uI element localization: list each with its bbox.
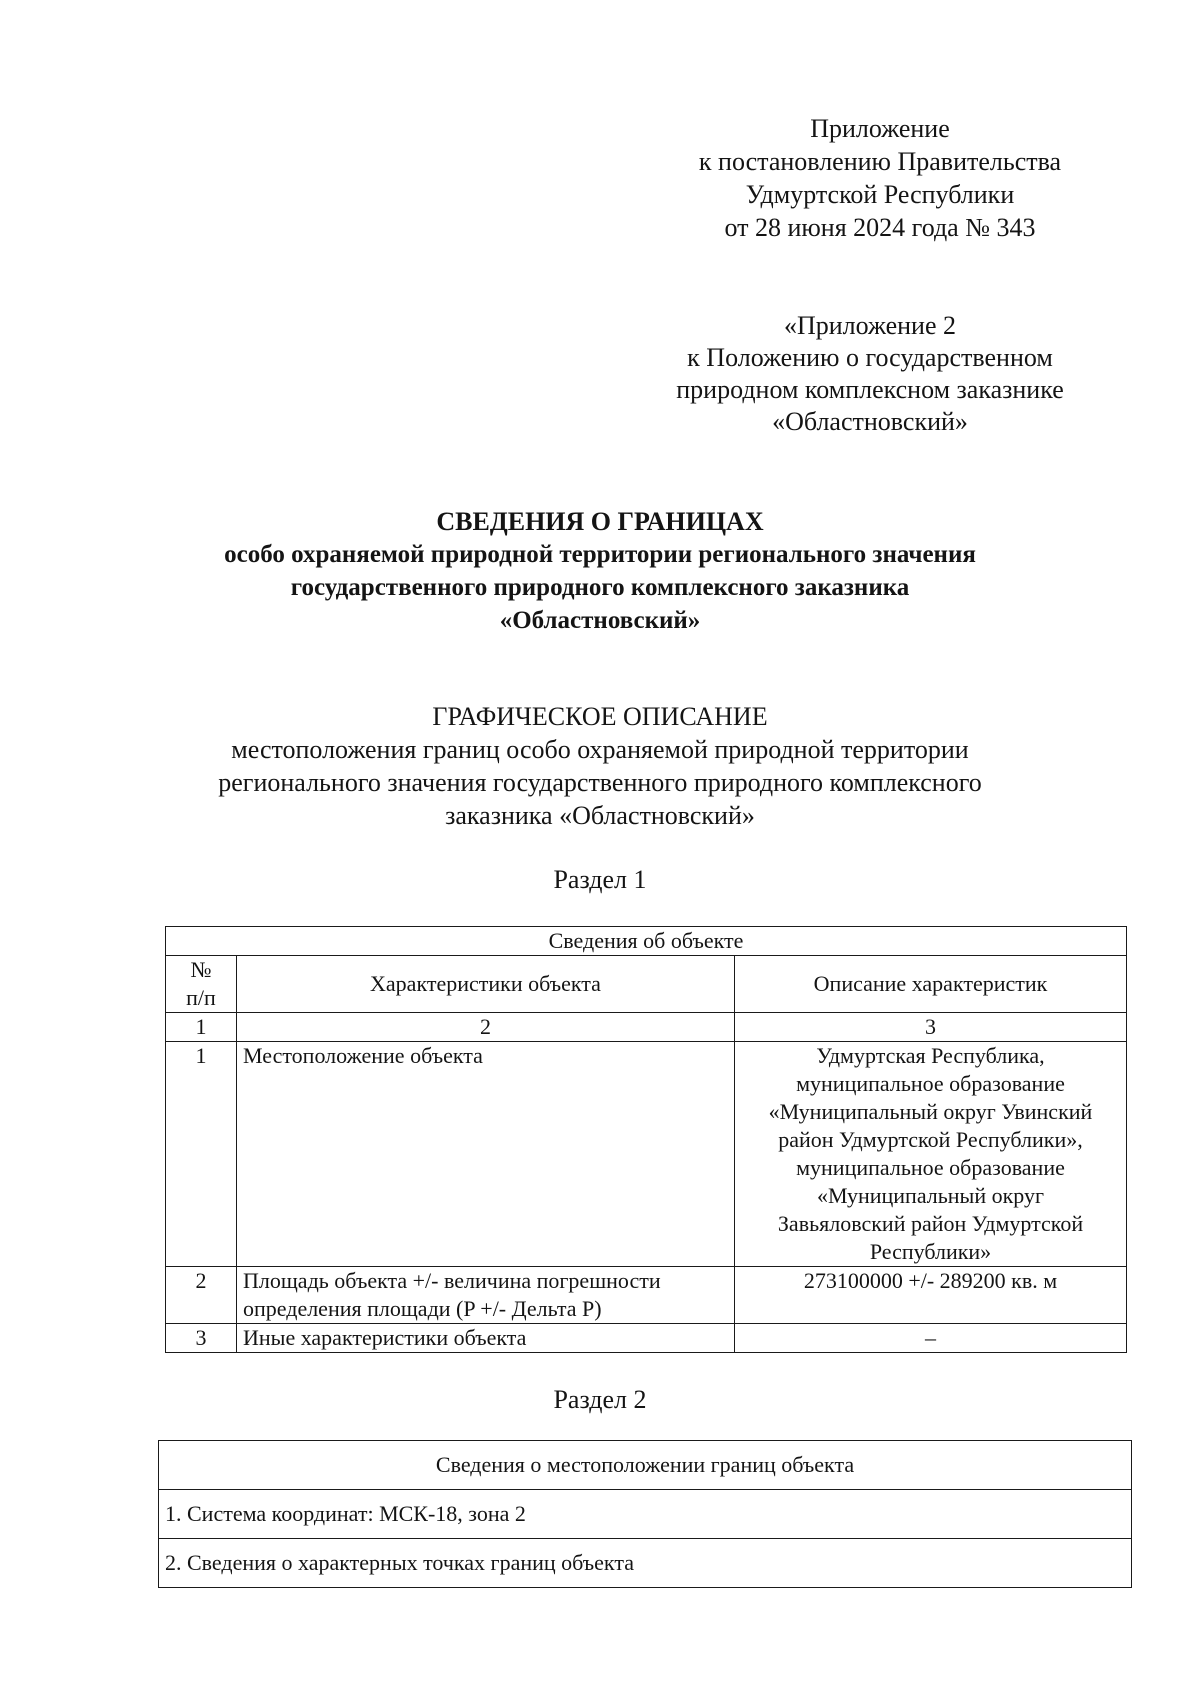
graphic-description-heading bbox=[100, 700, 1100, 832]
description-line: район Удмуртской Республики», bbox=[778, 1127, 1083, 1152]
section-1-label: Раздел 1 bbox=[553, 865, 647, 894]
document-subtitle-line: особо охраняемой природной территории регионального значения bbox=[224, 541, 976, 568]
row-number: 2 bbox=[166, 1267, 237, 1324]
document-title: СВЕДЕНИЯ О ГРАНИЦАХ bbox=[436, 507, 764, 536]
description-line: муниципальное образование bbox=[796, 1071, 1065, 1096]
appendix-line: Приложение bbox=[810, 114, 950, 143]
table-row bbox=[166, 1042, 1127, 1267]
document-heading bbox=[100, 505, 1100, 637]
header-characteristic: Характеристики объекта bbox=[237, 956, 735, 1013]
appendix-header bbox=[660, 112, 1100, 244]
characteristic-line: определения площади (P +/- Дельта P) bbox=[243, 1296, 602, 1321]
document-subtitle-line: государственного природного комплексного заказника bbox=[290, 574, 910, 601]
row-description bbox=[735, 1042, 1127, 1267]
table-row bbox=[166, 1267, 1127, 1324]
column-number-cell: 2 bbox=[237, 1013, 735, 1042]
header-number-symbol: № bbox=[190, 957, 212, 982]
row-characteristic: Местоположение объекта bbox=[237, 1042, 735, 1267]
header-number bbox=[166, 956, 237, 1013]
section-2-label: Раздел 2 bbox=[553, 1385, 647, 1414]
row-description: 273100000 +/- 289200 кв. м bbox=[735, 1267, 1127, 1324]
regulation-appendix-header bbox=[650, 310, 1090, 438]
document-subtitle-line: «Областновский» bbox=[499, 607, 701, 634]
column-number-cell: 3 bbox=[735, 1013, 1127, 1042]
characteristic-line: Площадь объекта +/- величина погрешности bbox=[243, 1268, 661, 1293]
appendix-line: к постановлению Правительства bbox=[698, 147, 1062, 176]
regulation-appendix-line: к Положению о государственном bbox=[687, 343, 1053, 372]
table-row bbox=[159, 1539, 1132, 1588]
regulation-appendix-line: природном комплексном заказнике bbox=[676, 375, 1064, 404]
column-number-cell: 1 bbox=[166, 1013, 237, 1042]
graphic-description-line: заказника «Областновский» bbox=[445, 801, 755, 830]
table-row bbox=[166, 1324, 1127, 1353]
row-number: 3 bbox=[166, 1324, 237, 1353]
table-caption: Сведения об объекте bbox=[166, 927, 1127, 956]
row-characteristic: Иные характеристики объекта bbox=[237, 1324, 735, 1353]
coordinate-system-row: 1. Система координат: МСК-18, зона 2 bbox=[159, 1490, 1132, 1539]
regulation-appendix-line: «Областновский» bbox=[772, 407, 968, 436]
appendix-line: Удмуртской Республики bbox=[745, 180, 1015, 209]
description-line: Республики» bbox=[869, 1239, 992, 1264]
table-row bbox=[159, 1490, 1132, 1539]
table-caption: Сведения о местоположении границ объекта bbox=[159, 1441, 1132, 1490]
header-description: Описание характеристик bbox=[735, 956, 1127, 1013]
description-line: «Муниципальный округ bbox=[816, 1183, 1045, 1208]
appendix-date-number: от 28 июня 2024 года № 343 bbox=[724, 213, 1036, 242]
row-number: 1 bbox=[166, 1042, 237, 1267]
description-line: Удмуртская Республика, bbox=[816, 1043, 1045, 1068]
header-number-abbr: п/п bbox=[186, 985, 216, 1010]
row-characteristic bbox=[237, 1267, 735, 1324]
row-description: – bbox=[735, 1324, 1127, 1353]
location-info-table bbox=[158, 1440, 1132, 1588]
graphic-description-title: ГРАФИЧЕСКОЕ ОПИСАНИЕ bbox=[432, 702, 768, 731]
boundary-points-row: 2. Сведения о характерных точках границ объекта bbox=[159, 1539, 1132, 1588]
description-line: «Муниципальный округ Увинский bbox=[768, 1099, 1093, 1124]
description-line: Завьяловский район Удмуртской bbox=[777, 1211, 1084, 1236]
graphic-description-line: регионального значения государственного природного комплексного bbox=[218, 768, 982, 797]
object-info-table bbox=[165, 926, 1127, 1353]
graphic-description-line: местоположения границ особо охраняемой природной территории bbox=[231, 735, 969, 764]
description-line: муниципальное образование bbox=[796, 1155, 1065, 1180]
regulation-appendix-line: «Приложение 2 bbox=[783, 311, 957, 340]
